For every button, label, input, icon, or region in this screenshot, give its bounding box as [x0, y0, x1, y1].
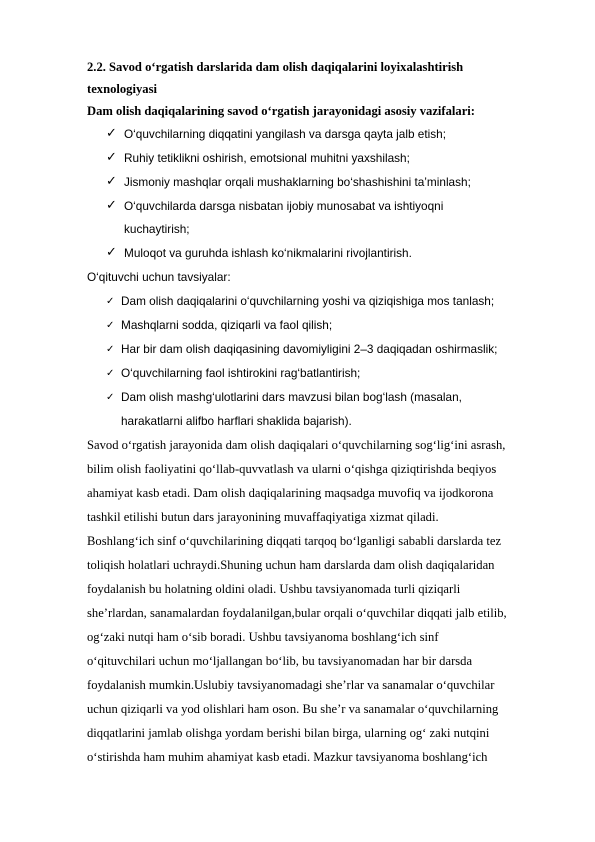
checkmark-icon: ✓ — [106, 150, 117, 165]
paragraph-line: she’rlardan, sanamalardan foydalanilgan,bular orqali o‘quvchilar diqqati jalb etilib, — [87, 606, 507, 620]
checkmark-icon: ✓ — [106, 392, 115, 403]
checkmark-icon: ✓ — [106, 198, 117, 213]
section-heading-line-2: texnologiyasi — [87, 82, 157, 96]
tip-item: O‘quvchilarning faol ishtirokini rag‘batlantirish; — [121, 366, 361, 380]
paragraph-line: foydalanish bu holatning oldini oladi. Ushbu tavsiyanomada turli qiziqarli — [87, 582, 461, 596]
paragraph-line: diqqatlarini jamlab olishga yordam berishi bilan birga, ularning og‘ zaki nutqini — [87, 726, 490, 740]
tip-item: Mashqlarni sodda, qiziqarli va faol qilish; — [121, 318, 333, 332]
paragraph-line: toliqish holatlari uchraydi.Shuning uchun ham darslarda dam olish daqiqalaridan — [87, 558, 495, 572]
task-item: Ruhiy tetiklikni oshirish, emotsional muhitni yaxshilash; — [124, 151, 410, 165]
paragraph-line: o‘qituvchilari uchun mo‘ljallangan bo‘lib, bu tavsiyanomadan har bir darsda — [87, 654, 473, 668]
tip-item-continuation: harakatlarni alifbo harflari shaklida bajarish). — [121, 414, 352, 428]
checkmark-icon: ✓ — [106, 245, 117, 260]
paragraph-line: Boshlang‘ich sinf o‘quvchilarining diqqati tarqoq bo‘lganligi sababli darslarda tez — [87, 534, 502, 548]
paragraph-line: bilim olish faoliyatini qo‘llab-quvvatlash va ularni o‘qishga qiziqtirishda beqiyos — [87, 462, 497, 476]
task-item: O‘quvchilarda darsga nisbatan ijobiy munosabat va ishtiyoqni — [124, 199, 444, 213]
checkmark-icon: ✓ — [106, 174, 117, 189]
checkmark-icon: ✓ — [106, 296, 115, 307]
checkmark-icon: ✓ — [106, 368, 115, 379]
task-item: O‘quvchilarning diqqatini yangilash va darsga qayta jalb etish; — [124, 127, 446, 141]
section-heading-line-1: 2.2. Savod o‘rgatish darslarida dam olish daqiqalarini loyixalashtirish — [87, 60, 464, 74]
tip-item: Dam olish mashg‘ulotlarini dars mavzusi bilan bog‘lash (masalan, — [121, 390, 462, 404]
task-item-continuation: kuchaytirish; — [124, 222, 190, 236]
paragraph-line: Savod o‘rgatish jarayonida dam olish daqiqalari o‘quvchilarning sog‘lig‘ini asrash, — [87, 438, 506, 452]
task-item: Muloqot va guruhda ishlash ko‘nikmalarini rivojlantirish. — [124, 246, 412, 260]
tip-item: Har bir dam olish daqiqasining davomiyligini 2–3 daqiqadan oshirmaslik; — [121, 342, 498, 356]
checkmark-icon: ✓ — [106, 320, 115, 331]
paragraph-line: ahamiyat kasb etadi. Dam olish daqiqalarining maqsadga muvofiq va ijodkorona — [87, 486, 494, 500]
paragraph-line: og‘zaki nutqi ham o‘sib boradi. Ushbu tavsiyanoma boshlang‘ich sinf — [87, 630, 439, 644]
checkmark-icon: ✓ — [106, 126, 117, 141]
task-item: Jismoniy mashqlar orqali mushaklarning bo‘shashishini ta’minlash; — [124, 175, 471, 189]
tip-item: Dam olish daqiqalarini o‘quvchilarning yoshi va qiziqishiga mos tanlash; — [121, 294, 495, 308]
subheading: Dam olish daqiqalarining savod o‘rgatish jarayonidagi asosiy vazifalari: — [87, 104, 475, 118]
paragraph-line: uchun qiziqarli va yod olishlari ham oson. Bu she’r va sanamalar o‘quvchilarning — [87, 702, 499, 716]
paragraph-line: tashkil etilishi butun dars jarayonining muvaffaqiyatiga xizmat qiladi. — [87, 510, 439, 524]
paragraph-line: o‘stirishda ham muhim ahamiyat kasb etadi. Mazkur tavsiyanoma boshlang‘ich — [87, 750, 488, 764]
checkmark-icon: ✓ — [106, 344, 115, 355]
teacher-tips-label: O‘qituvchi uchun tavsiyalar: — [87, 270, 231, 284]
paragraph-line: foydalanish mumkin.Uslubiy tavsiyanomadagi she’rlar va sanamalar o‘quvchilar — [87, 678, 495, 692]
